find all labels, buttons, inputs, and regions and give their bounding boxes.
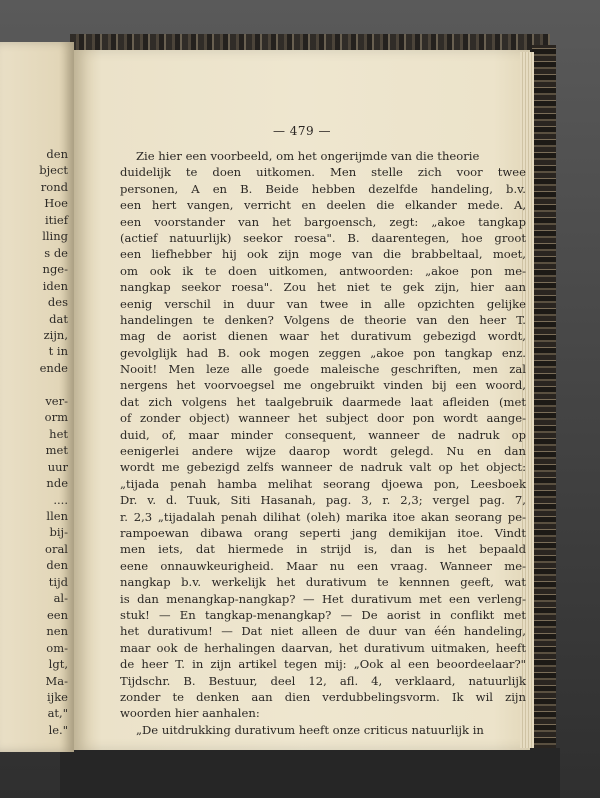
body-text-line: zonder te denken aan dien verdubbelingsvorm. Ik wil zijn <box>120 689 526 704</box>
left-page-line: oral <box>45 541 68 556</box>
left-page-line: om- <box>46 640 68 655</box>
left-page-line: dat <box>49 311 68 326</box>
left-page-line: nde <box>46 476 68 491</box>
body-text-line: Nooit! Men leze alle goede maleische geschriften, men zal <box>120 362 526 377</box>
body-text-line: nangkap seekor roesa". Zou het niet te gek zijn, hier aan <box>120 280 526 295</box>
left-page-line: uur <box>47 459 68 474</box>
left-page-text <box>39 146 68 738</box>
body-text-line: wordt me gebezigd zelfs wanneer de nadruk valt op het object: <box>120 460 526 475</box>
body-text-line: woorden hier aanhalen: <box>120 706 260 721</box>
body-text-line: Tijdschr. B. Bestuur, deel 12, afl. 4, verklaard, natuurlijk <box>120 673 526 688</box>
body-text-line: (actief natuurlijk) seekor roesa". B. daarentegen, hoe groot <box>120 230 526 245</box>
body-text-line: een hert vangen, verricht en deelen die elkander mede. A, <box>120 198 526 213</box>
left-page-line: nen <box>46 624 68 639</box>
body-text-line: eenigerlei andere wijze daarop wordt gelegd. Nu en dan <box>120 444 526 459</box>
body-text-line: of zonder object) wanneer het subject door pon wordt aange- <box>120 411 526 426</box>
left-page-line: itief <box>44 212 68 227</box>
body-text-line: eene onnauwkeurigheid. Maar nu een vraag. Wanneer me- <box>120 558 526 573</box>
body-text-line: „De uitdrukking durativum heeft onze criticus natuurlijk in <box>136 722 484 737</box>
left-page-line: lling <box>42 229 68 244</box>
left-page-line <box>39 376 68 392</box>
body-text-line: stuk! — En tangkap-menangkap? — De aorist in conflikt met <box>120 607 526 622</box>
left-page-line: al- <box>53 591 68 606</box>
body-text-line: rampoewan dibawa orang seperti jang demikijan itoe. Vindt <box>120 525 526 540</box>
body-text-line: personen, A en B. Beide hebben dezelfde handeling, b.v. <box>120 181 526 196</box>
left-page-line: at," <box>47 706 68 721</box>
body-text-line: is dan menangkap-nangkap? — Het durativum met een verleng- <box>120 591 526 606</box>
left-page-line: nge- <box>42 262 68 277</box>
left-page-line: een <box>46 607 68 622</box>
body-text-line: Zie hier een voorbeeld, om het ongerijmde van die theorie <box>136 149 480 163</box>
left-page-line: t in <box>48 344 68 359</box>
left-page-line: des <box>47 295 68 310</box>
body-text-line: gevolglijk had B. ook mogen zeggen „akoe pon tangkap enz. <box>120 345 526 360</box>
left-page-line: Ma- <box>45 673 68 688</box>
body-text-line: eenig verschil in duur van twee in alle opzichten gelijke <box>120 296 526 311</box>
left-page-line: ver- <box>45 393 68 408</box>
left-page-line: bject <box>39 163 68 178</box>
page-number: — 479 — <box>272 124 332 138</box>
body-text-line: de heer T. in zijn artikel tegen mij: „Ook al een beoordeelaar?" <box>120 657 526 672</box>
body-text-line: dat zich volgens het taalgebruik daarmede laat afleiden (met <box>120 394 526 409</box>
left-page <box>0 42 74 752</box>
left-page-line: lgt, <box>48 657 68 672</box>
body-text-line: duid, of, maar minder consequent, wanneer de nadruk op <box>120 427 526 442</box>
left-page-line: tijd <box>48 574 68 589</box>
body-text-line: nangkap b.v. werkelijk het durativum te kennnen geeft, wat <box>120 575 526 590</box>
left-page-line: den <box>46 147 68 161</box>
bottom-shadow <box>60 748 560 798</box>
left-page-line: zijn, <box>43 327 68 342</box>
left-page-line: het <box>49 426 68 441</box>
left-page-line: rond <box>40 179 68 194</box>
left-page-line: ende <box>39 360 68 375</box>
left-page-line: ijke <box>46 689 68 704</box>
body-text-line: r. 2,3 „tijadalah penah dilihat (oleh) marika itoe akan seorang pe- <box>120 509 526 524</box>
left-page-line: s de <box>44 245 68 260</box>
body-text-line: duidelijk te doen uitkomen. Men stelle zich voor twee <box>120 165 526 180</box>
body-text-line: een voorstander van het bargoensch, zegt: „akoe tangkap <box>120 214 526 229</box>
left-page-line: den <box>46 558 68 573</box>
body-text-line: handelingen te denken? Volgens de theorie van den heer T. <box>120 312 526 327</box>
left-page-line: met <box>45 443 68 458</box>
body-text-line: mag de aorist dienen waar het durativum gebezigd wordt, <box>120 329 526 344</box>
body-text-line: het durativum! — Dat niet alleen de duur van één handeling, <box>120 624 526 639</box>
left-page-line: Hoe <box>44 196 68 211</box>
left-page-line: orm <box>44 410 68 425</box>
body-text <box>120 148 526 738</box>
body-text-line: een liefhebber hij ook zijn moge van die brabbeltaal, moet, <box>120 247 526 262</box>
body-text-line: men iets, dat hiermede in strijd is, dan is het bepaald <box>120 542 526 557</box>
left-page-line: llen <box>46 508 68 523</box>
body-text-line: om ook ik te doen uitkomen, antwoorden: „akoe pon me- <box>120 263 526 278</box>
body-text-line: Dr. v. d. Tuuk, Siti Hasanah, pag. 3, r. 2,3; vergel pag. 7, <box>120 493 526 508</box>
body-text-line: „tijada penah hamba melihat seorang djoewa pon, Leesboek <box>120 476 526 491</box>
body-text-line: nergens het voorvoegsel me ongebruikt vinden bij een woord, <box>120 378 526 393</box>
book-board-edge <box>532 45 556 750</box>
left-page-line: iden <box>42 278 68 293</box>
left-page-line: .... <box>53 492 68 507</box>
body-text-line: maar ook de herhalingen daarvan, het durativum uitmaken, heeft <box>120 640 526 655</box>
left-page-line: le." <box>48 722 68 737</box>
left-page-line: bij- <box>49 525 68 540</box>
